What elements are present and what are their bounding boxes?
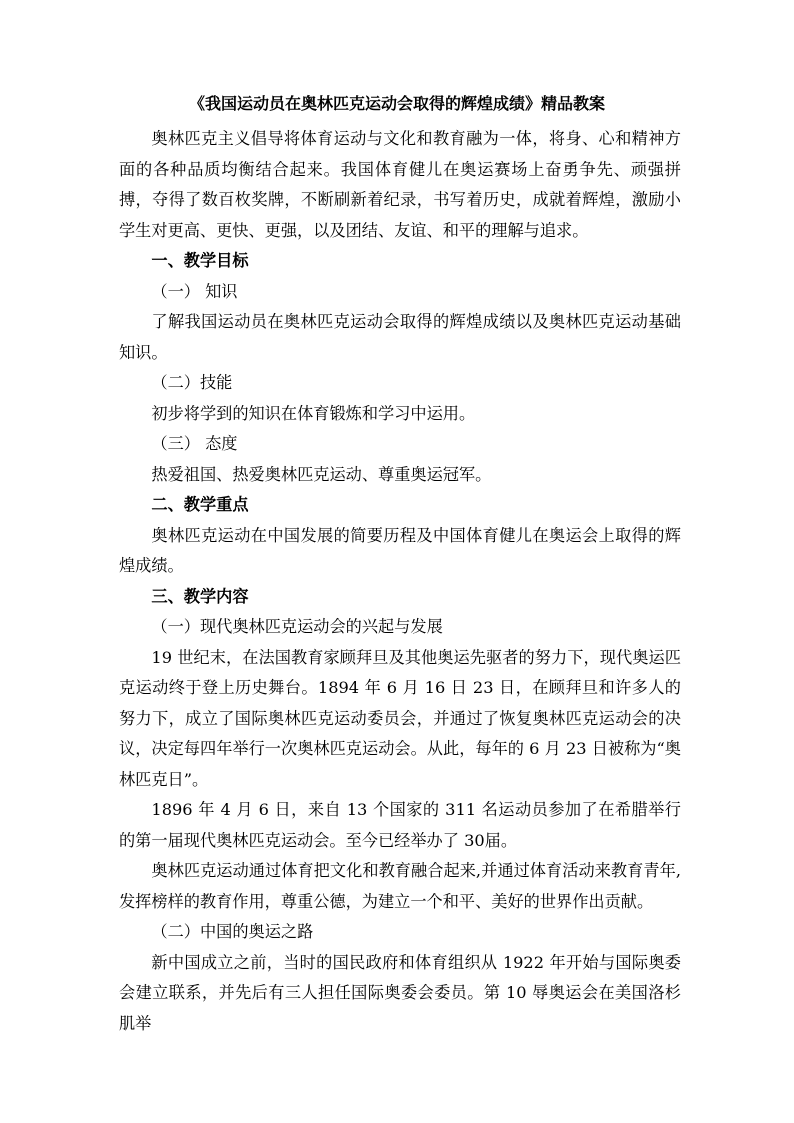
document-body — [119, 124, 681, 1039]
paragraph-first-olympics: 1896 年 4 月 6 日，来自 13 个国家的 311 名运动员参加了在希腊举行的第一届现代奥林匹克运动会。至今已经举办了 30届。 — [119, 800, 681, 850]
section-heading-key-points: 二、教学重点 — [151, 495, 249, 514]
subheading-knowledge: （一） 知识 — [151, 281, 238, 301]
paragraph-olympic-education: 奥林匹克运动通过体育把文化和教育融合起来,并通过体育活动来教育青年,发挥榜样的教育作用，尊重公德，为建立一个和平、美好的世界作出贡献。 — [119, 861, 681, 911]
subheading-skills: （二）技能 — [151, 373, 233, 392]
paragraph-attitude: 热爱祖国、热爱奥林匹克运动、尊重奥运冠军。 — [151, 464, 492, 484]
intro-paragraph: 奥林匹克主义倡导将体育运动与文化和教育融为一体，将身、心和精神方面的各种品质均衡结合起来。我国体育健儿在奥运赛场上奋勇争先、顽强拼搏，夺得了数百枚奖牌，不断刷新着纪录，书写着历史，成就着辉煌，激励小学生对更高、更快、更强，以及团结、友谊、和平的理解与追求。 — [119, 129, 681, 240]
paragraph-china-history: 新中国成立之前，当时的国民政府和体育组织从 1922 年开始与国际奥委会建立联系，并先后有三人担任国际奥委会委员。第 10 辱奥运会在美国洛杉肌举 — [119, 952, 681, 1033]
subheading-modern-olympics: （一）现代奥林匹克运动会的兴起与发展 — [151, 617, 443, 636]
document-title: 《我国运动员在奥林匹克运动会取得的辉煌成绩》精品教案 — [188, 94, 605, 113]
subheading-china-olympic-road: （二）中国的奥运之路 — [151, 922, 314, 941]
paragraph-olympics-origin: 19 世纪末，在法国教育家顾拜旦及其他奥运先驱者的努力下，现代奥运匹克运动终于登上历史舞台。1894 年 6 月 16 日 23 日，在顾拜旦和许多人的努力下，成立了国际奥林匹克运动委员会，并通过了恢复奥林匹克运动会的决议，决定每四年举行一次奥林匹克运动会。从此，每年的 6 月 23 日被称为“奥林匹克日”。 — [119, 647, 681, 789]
subheading-attitude: （三） 态度 — [151, 434, 238, 453]
paragraph-key-points: 奥林匹克运动在中国发展的简要历程及中国体育健儿在奥运会上取得的辉煌成绩。 — [119, 525, 681, 575]
paragraph-knowledge: 了解我国运动员在奥林匹克运动会取得的辉煌成绩以及奥林匹克运动基础知识。 — [119, 312, 681, 362]
section-heading-content: 三、教学内容 — [151, 586, 249, 606]
section-heading-objectives: 一、教学目标 — [151, 251, 249, 270]
paragraph-skills: 初步将学到的知识在体育锻炼和学习中运用。 — [151, 403, 476, 423]
